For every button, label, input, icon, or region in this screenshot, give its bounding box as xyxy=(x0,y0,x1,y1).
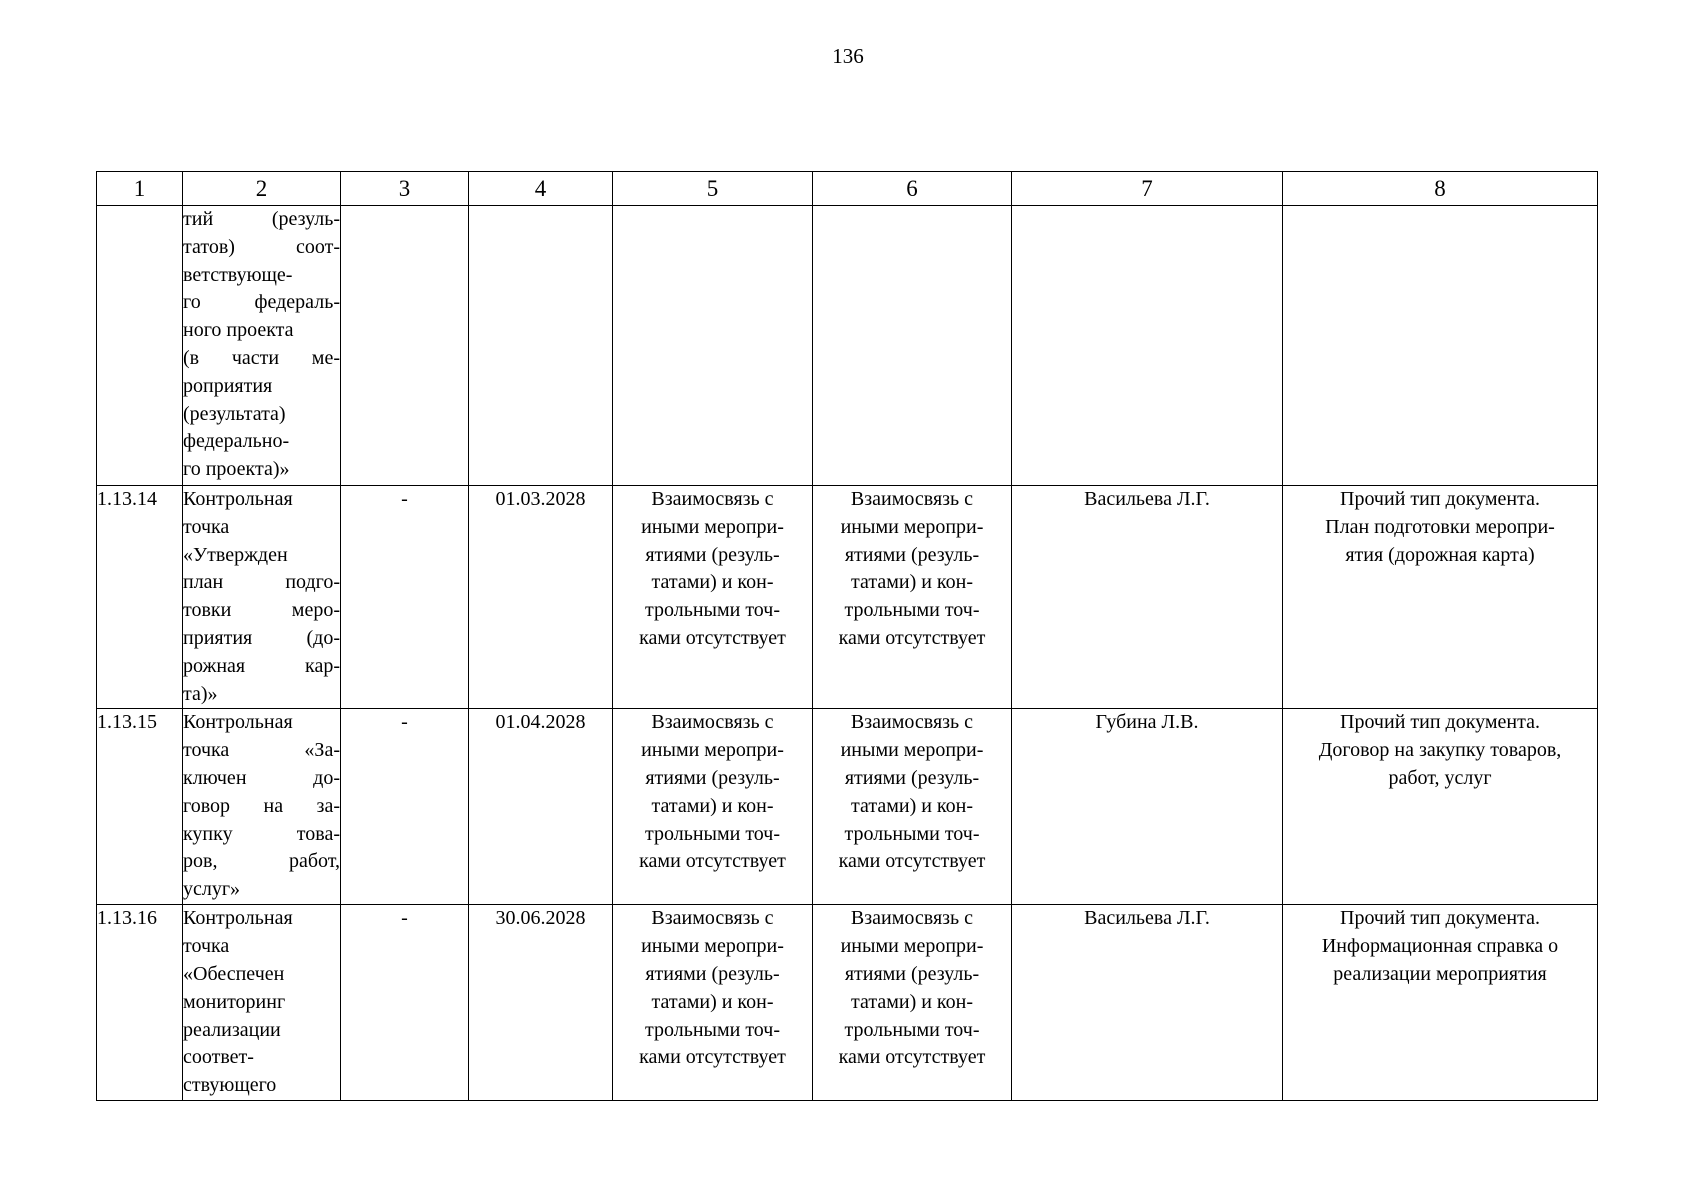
name-line: федерально- xyxy=(183,430,290,453)
doc-line: Прочий тип документа. xyxy=(1340,488,1540,510)
name-line: го федераль- xyxy=(183,291,340,314)
doc-line: ятия (дорожная карта) xyxy=(1345,543,1535,566)
cell-col6 xyxy=(813,206,1012,486)
cell-document xyxy=(1283,206,1598,486)
col6-line: иными меропри- xyxy=(840,739,984,762)
name-line: точка xyxy=(183,515,230,538)
name-line: услуг» xyxy=(183,878,241,901)
col5-line: иными меропри- xyxy=(641,935,784,958)
col6-line: трольными точ- xyxy=(844,1018,980,1041)
table-row xyxy=(97,486,1598,709)
header-col-8: 8 xyxy=(1283,172,1598,206)
header-col-1: 1 xyxy=(97,172,183,206)
doc-line: Договор на закупку товаров, xyxy=(1318,739,1562,762)
col6-line: ками отсутствует xyxy=(838,850,986,873)
name-text xyxy=(183,486,340,708)
header-row xyxy=(97,172,1598,206)
col5-line: ятиями (резуль- xyxy=(645,543,780,566)
cell-col5 xyxy=(613,486,813,709)
col6-line: ятиями (резуль- xyxy=(844,766,980,789)
name-line: реализации xyxy=(183,1018,281,1041)
header-col-4: 4 xyxy=(469,172,613,206)
cell-date: 01.03.2028 xyxy=(469,486,613,709)
cell-col5 xyxy=(613,206,813,486)
name-line: говор на за- xyxy=(183,794,340,817)
name-line: точка «За- xyxy=(183,739,340,762)
cell-date xyxy=(469,206,613,486)
cell-name xyxy=(183,709,341,905)
name-line: «Обеспечен xyxy=(183,962,285,985)
cell-name xyxy=(183,486,341,709)
cell-num: 1.13.15 xyxy=(97,709,183,905)
cell-document xyxy=(1283,709,1598,905)
col6-line: татами) и кон- xyxy=(851,990,973,1013)
header-col-7: 7 xyxy=(1012,172,1283,206)
name-line: Контрольная xyxy=(183,907,293,930)
col5-line: Взаимосвязь с xyxy=(651,488,774,510)
name-line: ного проекта xyxy=(183,319,294,342)
name-line: мониторинг xyxy=(183,990,286,1013)
cell-document xyxy=(1283,905,1598,1101)
col6-line: ятиями (резуль- xyxy=(844,543,980,566)
cell-num: 1.13.14 xyxy=(97,486,183,709)
col6-line: татами) и кон- xyxy=(851,794,973,817)
col6-line: ками отсутствует xyxy=(838,626,986,649)
cell-name xyxy=(183,206,341,486)
name-line: «Утвержден xyxy=(183,543,288,566)
col5-line: ками отсутствует xyxy=(639,626,786,649)
col5-line: иными меропри- xyxy=(641,739,784,762)
cell-num xyxy=(97,206,183,486)
header-col-2: 2 xyxy=(183,172,341,206)
name-text xyxy=(183,206,340,484)
col5-line: трольными точ- xyxy=(645,822,780,845)
cell-date: 01.04.2028 xyxy=(469,709,613,905)
doc-line: Информационная справка о xyxy=(1321,935,1559,958)
col6-line: иными меропри- xyxy=(840,515,984,538)
col5-line: Взаимосвязь с xyxy=(651,907,774,930)
header-col-6: 6 xyxy=(813,172,1012,206)
col6-line: татами) и кон- xyxy=(851,571,973,594)
cell-col5 xyxy=(613,709,813,905)
col5-line: татами) и кон- xyxy=(651,990,774,1013)
page-number: 136 xyxy=(832,44,864,68)
col6-line: Взаимосвязь с xyxy=(850,711,974,734)
name-line: роприятия xyxy=(183,374,273,397)
col6-line: трольными точ- xyxy=(844,822,980,845)
name-line: тий (резуль- xyxy=(183,208,340,230)
name-text xyxy=(183,905,340,1100)
cell-col3 xyxy=(341,206,469,486)
col5-line: трольными точ- xyxy=(645,599,780,622)
name-line: татов) соот- xyxy=(183,235,340,258)
col5-line: иными меропри- xyxy=(641,515,784,538)
cell-col6 xyxy=(813,486,1012,709)
col5-line: трольными точ- xyxy=(645,1018,780,1041)
name-line: (в части ме- xyxy=(183,346,340,369)
cell-col6 xyxy=(813,905,1012,1101)
col5-line: ятиями (резуль- xyxy=(645,962,780,985)
col6-line: ятиями (резуль- xyxy=(844,962,980,985)
table-row-continuation xyxy=(97,206,1598,486)
cell-col5 xyxy=(613,905,813,1101)
col5-line: ками отсутствует xyxy=(639,850,786,873)
cell-col6 xyxy=(813,709,1012,905)
cell-responsible: Губина Л.В. xyxy=(1012,709,1283,905)
cell-col3: - xyxy=(341,905,469,1101)
col6-line: ками отсутствует xyxy=(838,1046,986,1069)
cell-responsible: Васильева Л.Г. xyxy=(1012,905,1283,1101)
table-row xyxy=(97,905,1598,1101)
col5-line: ками отсутствует xyxy=(639,1046,786,1069)
name-line: Контрольная xyxy=(183,711,293,734)
name-line: соответ- xyxy=(183,1046,254,1069)
header-col-5: 5 xyxy=(613,172,813,206)
name-line: план подго- xyxy=(183,571,340,594)
name-line: приятия (до- xyxy=(183,626,340,649)
name-line: точка xyxy=(183,935,230,958)
name-text xyxy=(183,709,340,904)
col6-line: трольными точ- xyxy=(844,599,980,622)
name-line: ветствующе- xyxy=(183,263,293,286)
col5-line: татами) и кон- xyxy=(651,794,774,817)
cell-name xyxy=(183,905,341,1101)
name-line: ров, работ, xyxy=(183,850,340,873)
cell-responsible: Васильева Л.Г. xyxy=(1012,486,1283,709)
col5-line: Взаимосвязь с xyxy=(651,711,774,734)
name-line: ствующего xyxy=(183,1074,277,1097)
doc-line: Прочий тип документа. xyxy=(1340,711,1540,734)
cell-col3: - xyxy=(341,709,469,905)
cell-date: 30.06.2028 xyxy=(469,905,613,1101)
name-line: ключен до- xyxy=(183,766,340,789)
doc-line: реализации мероприятия xyxy=(1333,962,1547,985)
cell-num: 1.13.16 xyxy=(97,905,183,1101)
name-line: рожная кар- xyxy=(183,654,340,677)
col5-line: татами) и кон- xyxy=(651,571,774,594)
doc-line: работ, услуг xyxy=(1388,766,1492,789)
col6-line: Взаимосвязь с xyxy=(850,488,974,510)
doc-line: Прочий тип документа. xyxy=(1340,907,1540,930)
name-line: купку това- xyxy=(183,822,340,845)
col6-line: иными меропри- xyxy=(840,935,984,958)
name-line: товки меро- xyxy=(183,599,340,622)
table-row xyxy=(97,709,1598,905)
cell-col3: - xyxy=(341,486,469,709)
cell-responsible xyxy=(1012,206,1283,486)
name-line: та)» xyxy=(183,682,218,705)
control-points-table xyxy=(96,171,1598,1101)
header-col-3: 3 xyxy=(341,172,469,206)
doc-line: План подготовки меропри- xyxy=(1325,515,1555,538)
col5-line: ятиями (резуль- xyxy=(645,766,780,789)
name-line: (результата) xyxy=(183,402,286,425)
name-line: го проекта)» xyxy=(183,458,290,481)
col6-line: Взаимосвязь с xyxy=(850,907,974,930)
cell-document xyxy=(1283,486,1598,709)
name-line: Контрольная xyxy=(183,488,293,510)
